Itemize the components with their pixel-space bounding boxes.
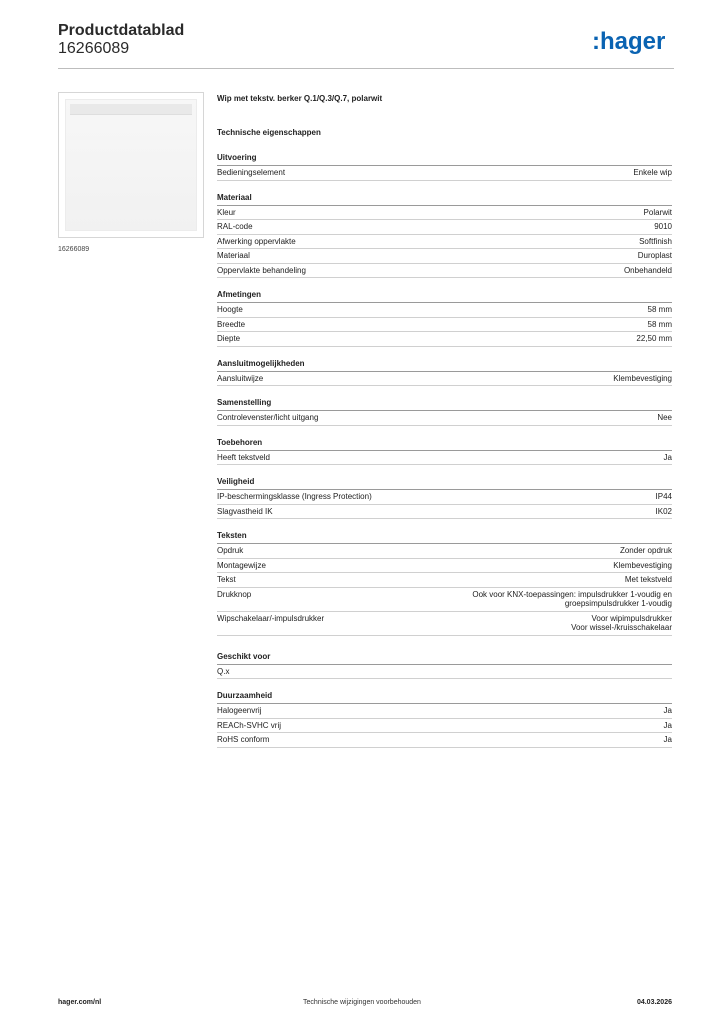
spec-row bbox=[217, 206, 672, 221]
spec-group bbox=[217, 650, 672, 680]
spec-row bbox=[217, 235, 672, 250]
spec-row bbox=[217, 704, 672, 719]
spec-group bbox=[217, 689, 672, 748]
spec-label: Diepte bbox=[217, 334, 241, 343]
spec-label: Heeft tekstveld bbox=[217, 452, 270, 462]
spec-value: 58 mm bbox=[647, 319, 672, 329]
label-field-strip bbox=[70, 104, 192, 115]
spec-label: REACh-SVHC vrij bbox=[217, 720, 282, 730]
spec-label: RAL-code bbox=[217, 222, 253, 231]
rocker-plate bbox=[65, 99, 197, 231]
hager-logo-graphic bbox=[592, 28, 674, 56]
spec-label: Q.x bbox=[217, 666, 230, 676]
spec-row bbox=[217, 264, 672, 279]
spec-value: 22,50 mm bbox=[636, 334, 672, 343]
spec-value: Ja bbox=[663, 452, 672, 462]
spec-value: IK02 bbox=[655, 506, 672, 516]
spec-row bbox=[217, 451, 672, 466]
spec-group-title: Afmetingen bbox=[217, 288, 672, 303]
spec-groups bbox=[217, 151, 672, 748]
article-number: 16266089 bbox=[58, 40, 130, 57]
hager-logo bbox=[592, 28, 674, 56]
page-header bbox=[58, 22, 184, 58]
spec-group bbox=[217, 529, 672, 636]
spec-label: Controlevenster/licht uitgang bbox=[217, 413, 319, 422]
spec-row bbox=[217, 318, 672, 333]
spec-value: Ook voor KNX-toepassingen: impulsdrukker 1-voudig en groepsimpulsdrukker 1-voudig bbox=[472, 589, 672, 608]
spec-label: Afwerking oppervlakte bbox=[217, 236, 296, 246]
spec-row bbox=[217, 719, 672, 734]
spec-row bbox=[217, 220, 672, 235]
spec-value: Softfinish bbox=[639, 236, 672, 246]
spec-value: Nee bbox=[657, 413, 672, 422]
spec-group-title: Geschikt voor bbox=[217, 650, 672, 665]
product-name: Wip met tekstv. berker Q.1/Q.3/Q.7, polarwit bbox=[217, 94, 383, 103]
spec-value: 9010 bbox=[654, 222, 672, 231]
spec-value: Ja bbox=[663, 735, 672, 744]
spec-label: RoHS conform bbox=[217, 735, 270, 744]
spec-row bbox=[217, 559, 672, 574]
spec-label: IP-beschermingsklasse (Ingress Protection) bbox=[217, 492, 372, 501]
spec-content bbox=[217, 92, 672, 758]
spec-label: Bedieningselement bbox=[217, 168, 286, 177]
spec-row bbox=[217, 490, 672, 505]
spec-value: Polarwit bbox=[643, 207, 672, 217]
spec-row bbox=[217, 573, 672, 588]
spec-group bbox=[217, 151, 672, 181]
spec-group-title: Teksten bbox=[217, 529, 672, 544]
spec-group-title: Veiligheid bbox=[217, 475, 672, 490]
spec-value: 58 mm bbox=[647, 305, 672, 314]
spec-value: IP44 bbox=[655, 492, 672, 501]
header-divider bbox=[58, 68, 674, 69]
spec-row bbox=[217, 411, 672, 426]
spec-group-title: Materiaal bbox=[217, 191, 672, 206]
spec-label: Hoogte bbox=[217, 305, 243, 314]
spec-label: Halogeenvrij bbox=[217, 706, 262, 715]
section-heading: Technische eigenschappen bbox=[217, 128, 321, 137]
footer-date: 04.03.2026 bbox=[636, 999, 672, 1006]
spec-value: Ja bbox=[663, 720, 672, 730]
spec-group bbox=[217, 396, 672, 426]
spec-row bbox=[217, 588, 672, 612]
spec-group-title: Toebehoren bbox=[217, 436, 672, 451]
hager-logo-text: :hager bbox=[592, 28, 666, 55]
spec-value: Ja bbox=[663, 706, 672, 715]
spec-label: Tekst bbox=[217, 575, 236, 584]
spec-group bbox=[217, 475, 672, 519]
spec-row bbox=[217, 544, 672, 559]
spec-row bbox=[217, 505, 672, 520]
spec-group-title: Samenstelling bbox=[217, 396, 672, 411]
spec-label: Materiaal bbox=[217, 251, 250, 260]
page-title: Productdatablad bbox=[58, 22, 185, 39]
spec-row bbox=[217, 303, 672, 318]
spec-row bbox=[217, 612, 672, 636]
spec-label: Slagvastheid IK bbox=[217, 506, 273, 516]
spec-value: Enkele wip bbox=[633, 168, 672, 177]
spec-group-title: Aansluitmogelijkheden bbox=[217, 357, 672, 372]
spec-row bbox=[217, 332, 672, 347]
spec-label: Aansluitwijze bbox=[217, 373, 264, 383]
product-image bbox=[58, 92, 204, 238]
footer-website: hager.com/nl bbox=[58, 999, 102, 1006]
spec-group-title: Uitvoering bbox=[217, 151, 672, 166]
spec-label: Oppervlakte behandeling bbox=[217, 265, 306, 275]
spec-row bbox=[217, 372, 672, 387]
spec-group bbox=[217, 436, 672, 466]
spec-group bbox=[217, 288, 672, 347]
spec-value: Klembevestiging bbox=[613, 373, 672, 383]
spec-value: Duroplast bbox=[637, 251, 672, 260]
spec-label: Kleur bbox=[217, 207, 236, 217]
spec-row bbox=[217, 733, 672, 748]
spec-row bbox=[217, 249, 672, 264]
spec-value: Onbehandeld bbox=[623, 265, 672, 275]
spec-label: Wipschakelaar/-impulsdrukker bbox=[217, 613, 325, 623]
spec-group-title: Duurzaamheid bbox=[217, 689, 672, 704]
spec-row bbox=[217, 166, 672, 181]
footer-disclaimer: Technische wijzigingen voorbehouden bbox=[303, 999, 421, 1006]
spec-value: Voor wipimpulsdrukker Voor wissel-/kruisschakelaar bbox=[571, 613, 672, 632]
spec-label: Montagewijze bbox=[217, 560, 266, 570]
spec-value: Met tekstveld bbox=[624, 575, 672, 584]
spec-label: Breedte bbox=[217, 319, 246, 329]
spec-label: Opdruk bbox=[217, 546, 244, 555]
spec-group bbox=[217, 357, 672, 387]
spec-row bbox=[217, 665, 672, 680]
spec-group bbox=[217, 191, 672, 279]
spec-value: Klembevestiging bbox=[613, 560, 672, 570]
image-caption: 16266089 bbox=[58, 246, 90, 253]
spec-value: Zonder opdruk bbox=[619, 546, 672, 555]
spec-label: Drukknop bbox=[217, 589, 252, 599]
